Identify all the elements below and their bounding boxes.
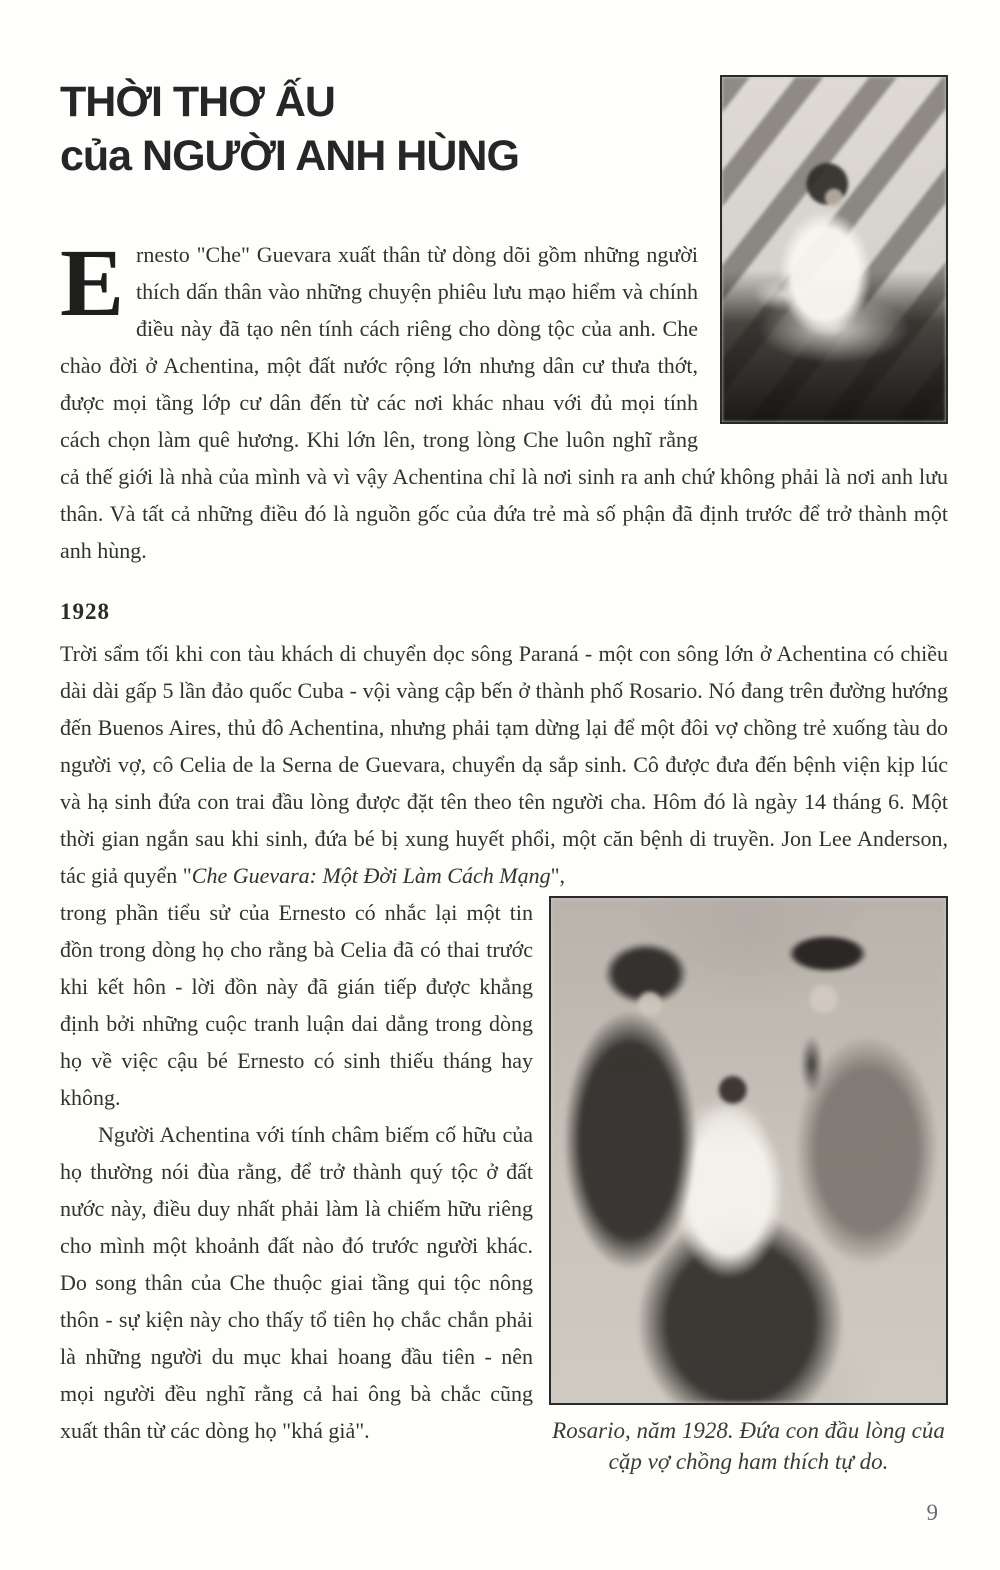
baby-che-photo [720, 75, 948, 424]
drop-cap: E [60, 229, 125, 336]
intro-paragraph-text: rnesto "Che" Guevara xuất thân từ dòng dõi gồm những người thích dấn thân vào những chuyện phiêu lưu mạo hiểm và chính điều này đã tạo nên tính cách riêng cho dòng tộc của anh. Che chào đời ở Achentina, một đất nước rộng lớn nhưng dân cư thưa thớt, được mọi tầng lớp cư dân đến từ các nơi khác nhau với đủ mọi tính cách chọn làm quê hương. Khi lớn lên, trong lòng Che luôn nghĩ rằng cả thế giới là nhà của mình và vì vậy Achentina chỉ là nơi sinh ra anh chứ không phải là nơi anh lưu thân. Và tất cả những điều đó là nguồn gốc của đứa trẻ mà số phận đã định trước để trở thành một anh hùng. [60, 242, 948, 563]
family-photo-art [551, 898, 946, 1403]
page-number: 9 [926, 1500, 938, 1525]
family-photo [549, 896, 948, 1405]
chapter-title-line1: THỜI THƠ ẤU [60, 78, 335, 126]
paragraph-1928 [60, 635, 948, 894]
chapter-title-line2: của NGƯỜI ANH HÙNG [60, 132, 519, 180]
wrap-section [60, 894, 948, 1477]
book-title-reference: Che Guevara: Một Đời Làm Cách Mạng [191, 863, 551, 888]
paragraph-1928-continued: trong phần tiểu sử của Ernesto có nhắc lại một tin đồn trong dòng họ cho rằng bà Celia đã có thai trước khi kết hôn - lời đồn này đã gián tiếp được khẳng định bởi những cuộc tranh luận dai dẳng trong dòng họ về việc cậu bé Ernesto có sinh thiếu tháng hay không. [60, 900, 533, 1110]
paragraph-1928-text: Trời sẩm tối khi con tàu khách di chuyển dọc sông Paraná - một con sông lớn ở Achentina có chiều dài dài gấp 5 lần đảo quốc Cuba - vội vàng cập bến ở thành phố Rosario. Nó đang trên đường hướng đến Buenos Aires, thủ đô Achentina, nhưng phải tạm dừng lại để một đôi vợ chồng trẻ xuống tàu do người vợ, cô Celia de la Serna de Guevara, chuyển dạ sắp sinh. Cô được đưa đến bệnh viện kịp lúc và hạ sinh đứa con trai đầu lòng được đặt tên theo tên người cha. Hôm đó là ngày 14 tháng 6. Một thời gian ngắn sau khi sinh, đứa bé bị xung huyết phổi, một căn bệnh di truyền. Jon Lee Anderson, tác giả quyển " [60, 641, 948, 888]
year-heading: 1928 [60, 599, 110, 624]
family-photo-caption: Rosario, năm 1928. Đứa con đầu lòng của cặp vợ chồng ham thích tự do. [552, 1418, 945, 1474]
paragraph-argentine-humor: Người Achentina với tính châm biếm cố hữu của họ thường nói đùa rằng, để trở thành quý tộc ở đất nước này, điều duy nhất phải làm là chiếm hữu riêng cho mình một khoảnh đất nào đó trước người khác. Do song thân của Che thuộc giai tầng qui tộc nông thôn - sự kiện này cho thấy tổ tiên họ chắc chắn phải là những người du mục khai hoang đầu tiên - nên mọi người đều nghĩ rằng cả hai ông bà chắc cũng xuất thân từ các dòng họ "khá giả". [60, 1122, 533, 1443]
paragraph-1928-tail: ", [550, 863, 566, 888]
baby-che-photo-art [722, 77, 946, 422]
family-figure [549, 896, 948, 1477]
